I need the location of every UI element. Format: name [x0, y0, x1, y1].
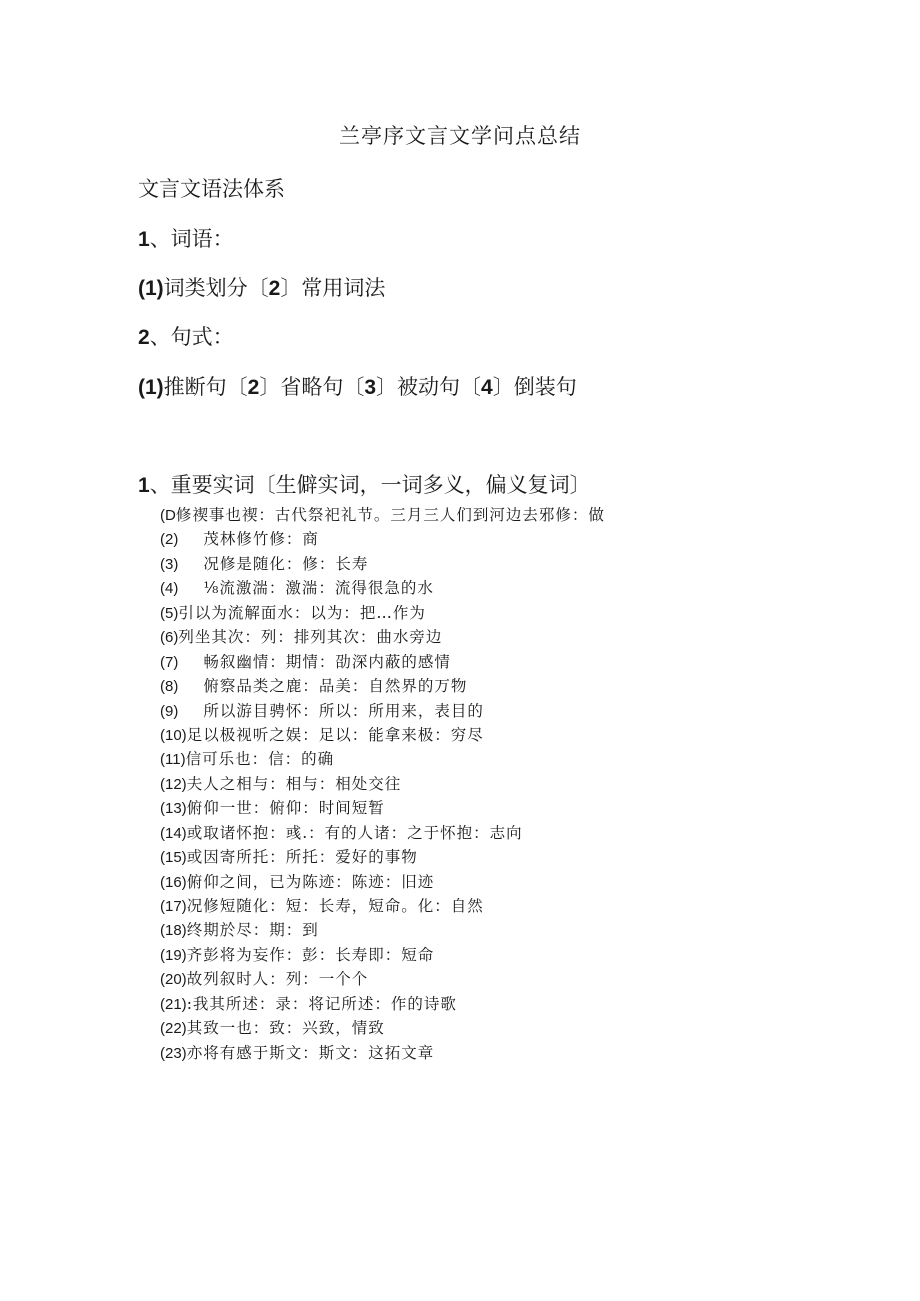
- item-number: (21): [160, 995, 187, 1013]
- sentence-types-t1: 推断句〔: [163, 375, 248, 399]
- item-text: 茂林修竹修：商: [203, 530, 319, 549]
- item-text: 其致一也：致：兴致，情致: [186, 1019, 385, 1038]
- item-text: :我其所述：录：将记所述：作的诗歌: [186, 994, 457, 1013]
- item-number: (11): [160, 751, 186, 769]
- word-types-line: [138, 272, 385, 302]
- list-item: [160, 992, 605, 1016]
- item-text: 齐彭将为妄作：彭：长寿即：短命: [186, 945, 435, 964]
- list-item: [160, 894, 605, 918]
- sentence-types-t2: 〕省略句〔: [259, 375, 365, 399]
- item-text: 俯仰一世：俯仰：时间短暂: [186, 799, 385, 818]
- list-item: [160, 552, 605, 576]
- list-item: [160, 650, 605, 674]
- list-item: [160, 1041, 605, 1065]
- list-item: [160, 796, 605, 820]
- key-words-label: 、重要实词〔生僻实词，一词多义，偏义复词〕: [149, 473, 591, 497]
- list-item: [160, 918, 605, 942]
- word-types-t2: 〕常用词法: [280, 276, 386, 300]
- list-item: [160, 625, 605, 649]
- item-number: (23): [160, 1044, 187, 1062]
- word-types-t1: 词类划分〔: [163, 276, 269, 300]
- key-words-number: 1: [138, 474, 150, 497]
- sentence-types-n2: 2: [247, 376, 260, 399]
- item-number: (22): [160, 1020, 187, 1038]
- item-number: (10): [160, 726, 187, 744]
- item-number: (15): [160, 849, 187, 867]
- item-text: 夫人之相与：相与：相处交往: [186, 774, 402, 793]
- list-item: [160, 723, 605, 747]
- words-heading: [138, 223, 234, 253]
- vocabulary-list: [160, 503, 605, 1065]
- item-number: (D: [160, 507, 176, 524]
- item-text: 或因寄所托：所托：爱好的事物: [186, 848, 418, 867]
- item-number: (13): [160, 800, 187, 818]
- list-item: [160, 943, 605, 967]
- item-text: 修禊事也禊：古代祭祀礼节。三月三人们到河边去邪修：做: [175, 506, 605, 524]
- list-item: [160, 845, 605, 869]
- list-item: [160, 503, 605, 527]
- item-number: (5): [160, 604, 179, 622]
- item-number: (6): [160, 629, 179, 647]
- item-number: (19): [160, 946, 187, 964]
- item-number: (18): [160, 922, 187, 940]
- item-number: (3): [160, 555, 179, 573]
- item-text: 俯察品类之鹿：品美：自然界的万物: [203, 677, 468, 696]
- item-text: 亦将有感于斯文：斯文：这拓文章: [186, 1043, 435, 1062]
- words-label: 、词语：: [149, 227, 234, 251]
- sentence-types-t4: 〕倒装句: [492, 375, 577, 399]
- item-number: (2): [160, 531, 179, 549]
- item-number: (20): [160, 971, 187, 989]
- item-text: ⅛流激湍：激湍：流得很急的水: [203, 579, 434, 598]
- list-item: [160, 967, 605, 991]
- sentence-types-n3: 3: [364, 376, 377, 399]
- sentences-number: 2: [138, 326, 150, 349]
- list-item: [160, 1016, 605, 1040]
- item-number: (7): [160, 653, 179, 671]
- sentences-heading: [138, 321, 234, 351]
- item-text: 列坐其次：列：排列其次：曲水旁边: [178, 628, 443, 647]
- sentence-types-t3: 〕被动句〔: [376, 375, 482, 399]
- item-number: (8): [160, 678, 179, 696]
- item-text: 畅叙幽情：期情：劭深内蔽的感情: [203, 652, 451, 671]
- words-number: 1: [138, 228, 150, 251]
- list-item: [160, 821, 605, 845]
- item-text: 足以极视听之娱：足以：能拿来极：穷尽: [186, 725, 484, 744]
- item-number: (16): [160, 873, 187, 891]
- page-title: 兰亭序文言文学问点总结: [339, 124, 581, 148]
- list-item: [160, 699, 605, 723]
- item-text: 况修短随化：短：长寿，短命。化：自然: [186, 897, 484, 915]
- list-item: [160, 870, 605, 894]
- list-item: [160, 772, 605, 796]
- item-number: (9): [160, 702, 179, 720]
- list-item: [160, 527, 605, 551]
- item-text: 故列叙时人：列：一个个: [186, 970, 369, 989]
- item-number: (14): [160, 824, 187, 842]
- item-number: (12): [160, 775, 187, 793]
- list-item: [160, 576, 605, 600]
- word-types-n1: (1): [138, 277, 164, 300]
- item-text: 终期於尽：期：到: [186, 921, 319, 940]
- word-types-n2: 2: [268, 277, 281, 300]
- key-words-heading: [138, 469, 591, 499]
- item-text: 信可乐也：信：的确: [185, 750, 335, 769]
- item-text: 俯仰之间，已为陈迹：陈迹：旧迹: [186, 872, 435, 891]
- list-item: [160, 747, 605, 771]
- sentence-types-n1: (1): [138, 376, 164, 399]
- item-text: 或取诸怀抱：彧.：有的人诸：之于怀抱：志向: [186, 823, 523, 842]
- sentences-label: 、句式：: [149, 325, 234, 349]
- item-text: 所以游目骋怀：所以：所用来，表目的: [203, 701, 484, 720]
- section-heading: 文言文语法体系: [138, 177, 285, 201]
- item-number: (17): [160, 898, 187, 915]
- list-item: [160, 674, 605, 698]
- item-text: 况修是随化：修：长寿: [203, 554, 369, 573]
- sentence-types-line: [138, 371, 577, 401]
- item-number: (4): [160, 580, 179, 598]
- list-item: [160, 601, 605, 625]
- sentence-types-n4: 4: [481, 376, 493, 399]
- item-text: 引以为流解面水：以为：把…作为: [178, 603, 426, 622]
